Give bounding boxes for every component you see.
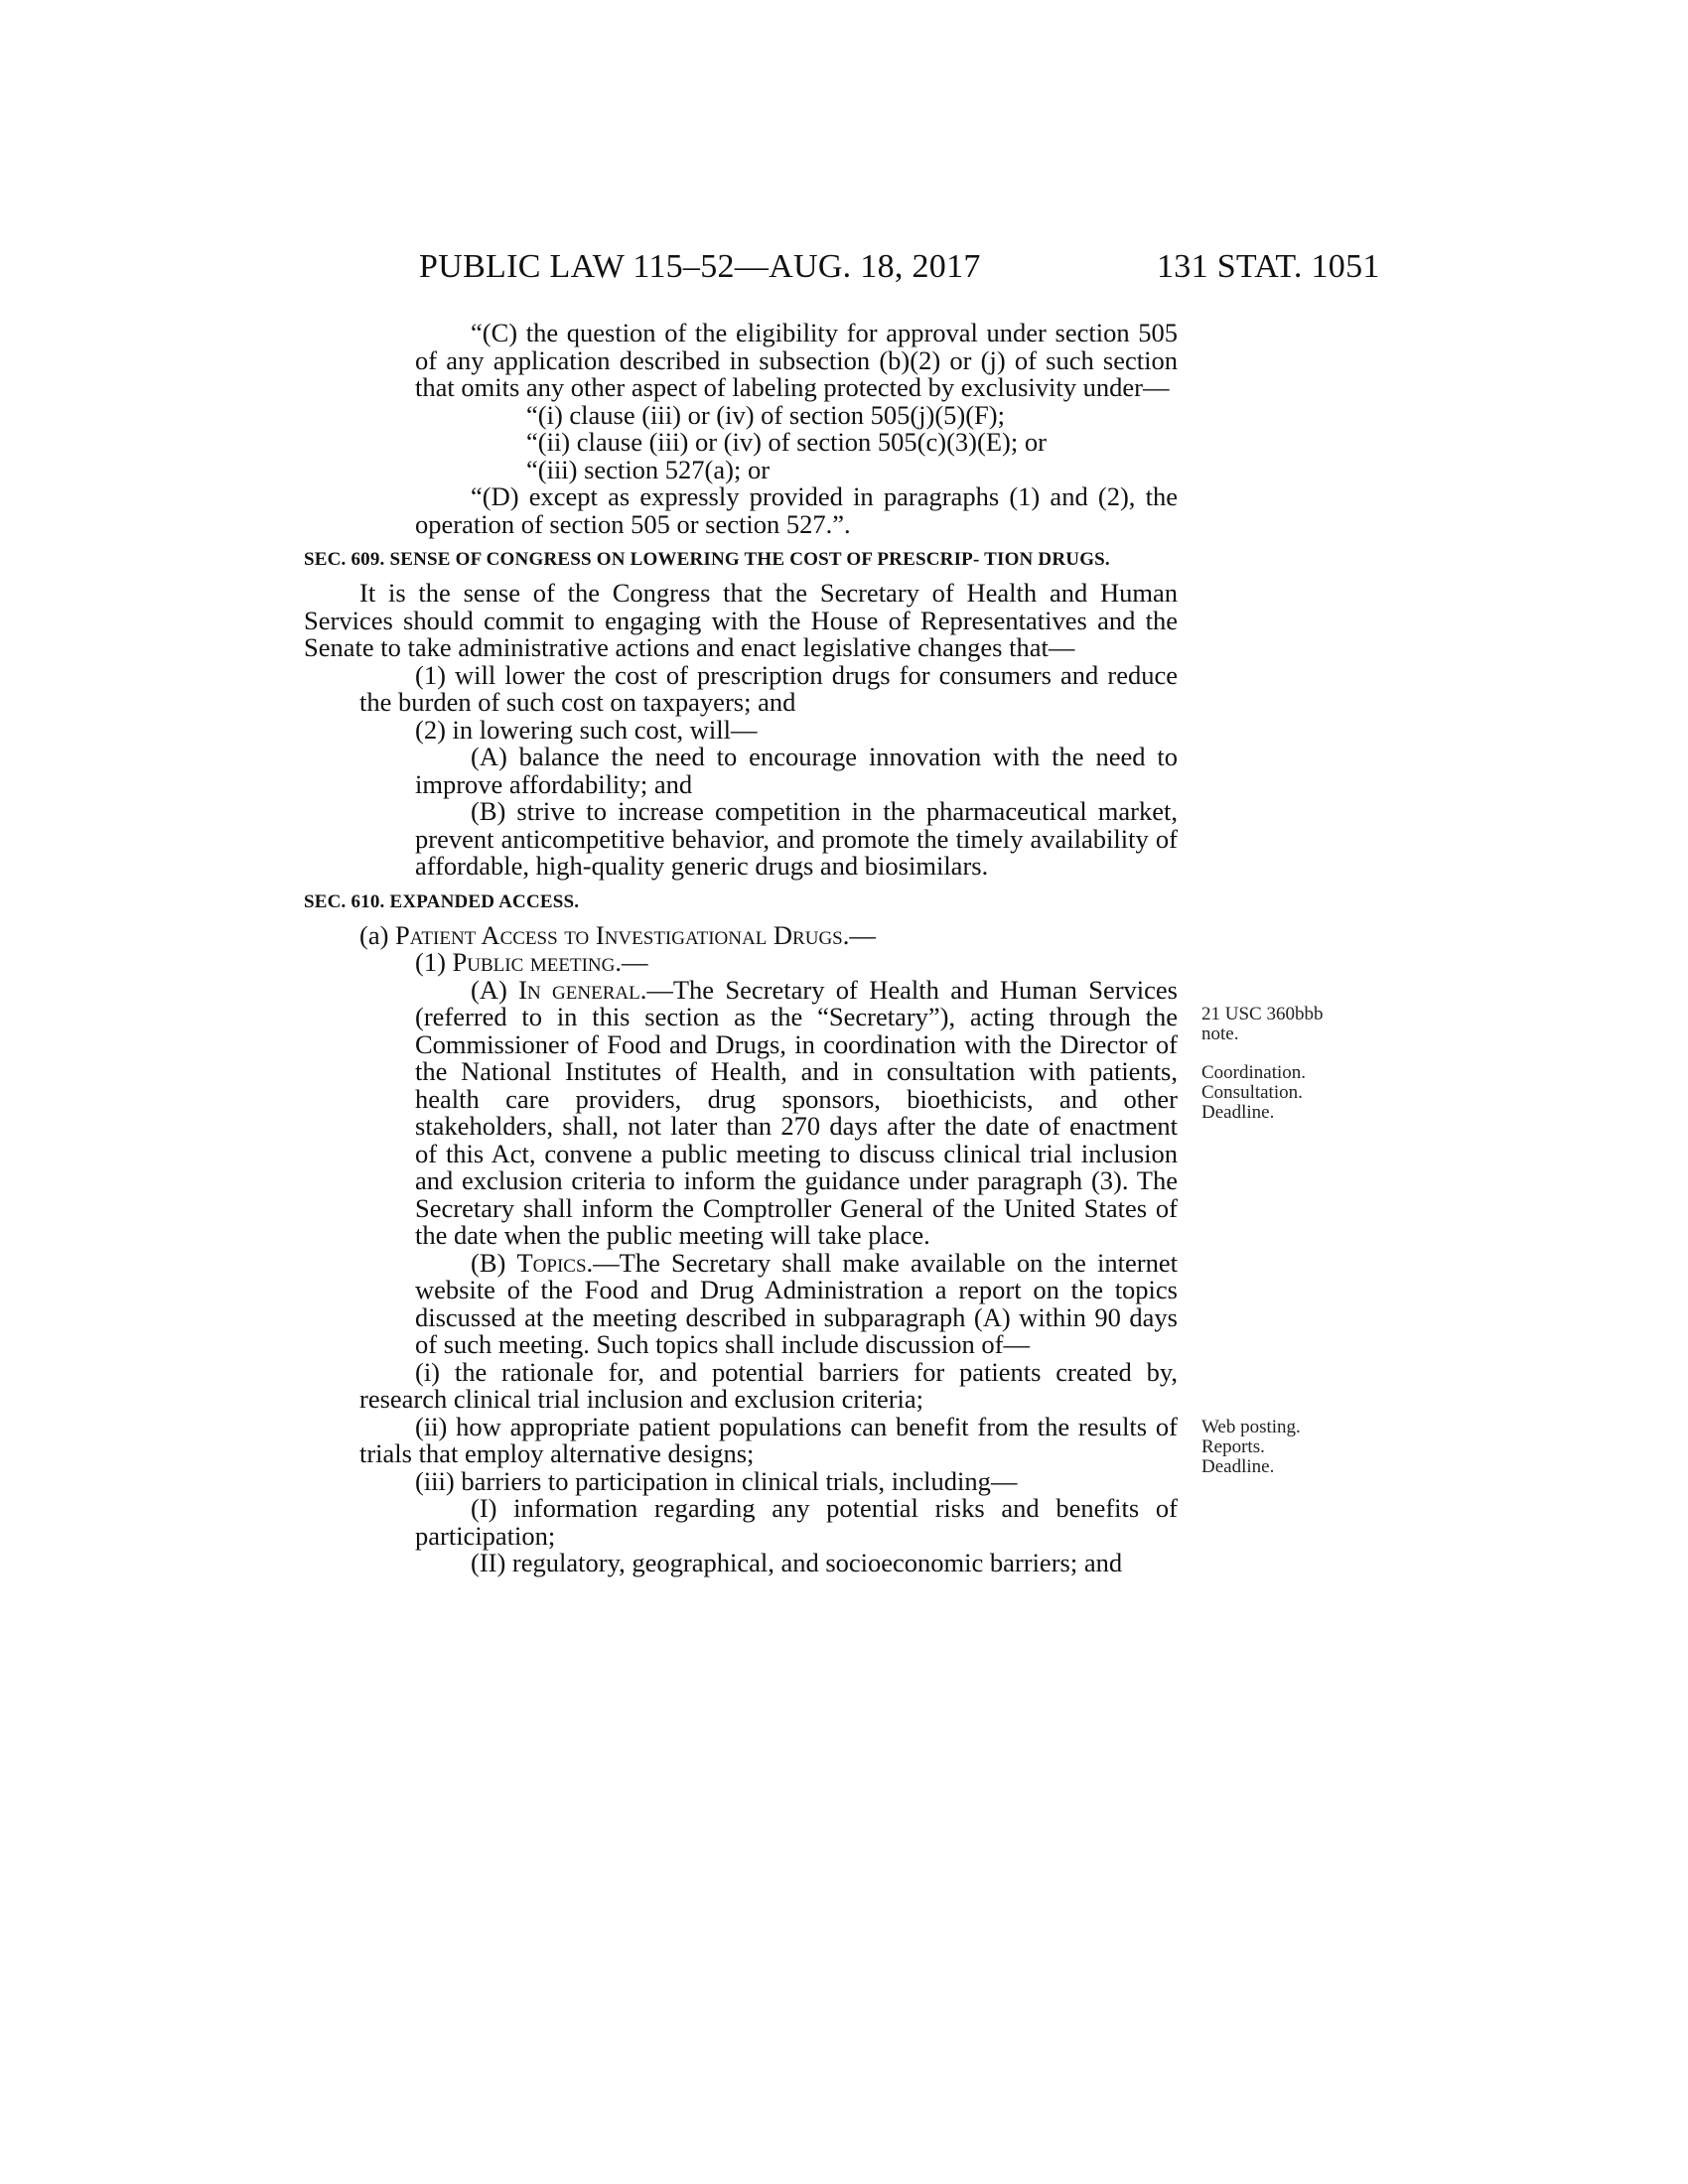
margin-note-usc-citation — [1201, 1005, 1375, 1044]
margin-note-web-posting-line-3: Deadline. — [1201, 1456, 1275, 1477]
clause-b-ii: (ii) how appropriate patient populations can benefit from the results of trials that employ alternative designs; — [359, 1411, 1178, 1468]
paragraph-c: “(C) the question of the eligibility for approval under section 505 of any application described in subsection (b)(2) or (j) of such section that omits any other aspect of labeling protected by exclusivity under— — [415, 318, 1178, 402]
subparagraph-b-label: (B) — [471, 1247, 517, 1278]
section-609-heading: SEC. 609. SENSE OF CONGRESS ON LOWERING THE COST OF PRESCRIP- TION DRUGS. — [304, 549, 1110, 570]
margin-note-coordination-line-1: Coordination. — [1201, 1062, 1307, 1083]
section-609-item-2a: (A) balance the need to encourage innovation with the need to improve affordability; and — [415, 742, 1178, 799]
paragraph-1-title: Public meeting — [452, 947, 616, 977]
clause-c-ii: “(ii) clause (iii) or (iv) of section 505(c)(3)(E); or — [526, 427, 1047, 457]
margin-note-coordination-line-2: Consultation. — [1201, 1082, 1303, 1103]
running-header-title: PUBLIC LAW 115–52—AUG. 18, 2017 — [419, 248, 981, 285]
subsection-a-title: Patient Access to Investigational Drugs — [395, 919, 843, 950]
subparagraph-b — [304, 1247, 1178, 1359]
margin-note-web-posting — [1201, 1418, 1375, 1477]
subclause-b-iii-ii: (II) regulatory, geographical, and socioeconomic barriers; and — [471, 1548, 1123, 1577]
margin-note-usc-line-1: 21 USC 360bbb — [1201, 1004, 1324, 1024]
subparagraph-a — [304, 974, 1178, 1250]
subparagraph-a-text: .—The Secretary of Health and Human Services (referred to in this section as the “Secretary”), acting through the Commissioner of Food and Drugs, in coordination with the Director of the National Institutes of Health, and in consultation with patients, health care providers, drug sponsors, bioethicists, and other stakeholders, shall, not later than 270 days after the date of enactment of this Act, convene a public meeting to discuss clinical trial inclusion and exclusion criteria to inform the guidance under paragraph (3). The Secretary shall inform the Comptroller General of the United States of the date when the public meeting will take place. — [415, 974, 1178, 1250]
paragraph-1-label: (1) — [415, 947, 453, 977]
section-610-heading: SEC. 610. EXPANDED ACCESS. — [304, 890, 580, 912]
section-609-item-2: (2) in lowering such cost, will— — [415, 714, 758, 745]
clause-b-iii: (iii) barriers to participation in clinical trials, including— — [415, 1465, 1018, 1496]
section-609-intro: It is the sense of the Congress that the Secretary of Health and Human Services should commit to engaging with the House of Representatives and the Senate to take administrative actions and enact legislative changes that— — [304, 578, 1178, 662]
paragraph-d: “(D) except as expressly provided in paragraphs (1) and (2), the operation of section 505 or section 527.”. — [415, 481, 1178, 539]
margin-note-coordination-line-3: Deadline. — [1201, 1102, 1275, 1123]
subparagraph-b-text: .—The Secretary shall make available on the internet website of the Food and Drug Administration a report on the topics discussed at the meeting described in subparagraph (A) within 90 days of such meeting. Such topics shall include discussion of— — [415, 1247, 1178, 1359]
margin-note-web-posting-line-2: Reports. — [1201, 1436, 1265, 1457]
subsection-a-heading — [304, 919, 1178, 950]
section-609-item-2b: (B) strive to increase competition in the pharmaceutical market, prevent anticompetitive behavior, and promote the timely availability of affordable, high-quality generic drugs and biosimilars. — [415, 796, 1178, 881]
subsection-a-dash: .— — [842, 919, 876, 950]
margin-note-coordination — [1201, 1063, 1375, 1123]
clause-c-iii: “(iii) section 527(a); or — [526, 454, 771, 484]
section-609-item-1: (1) will lower the cost of prescription drugs for consumers and reduce the burden of such cost on taxpayers; and — [359, 659, 1178, 717]
margin-note-usc-line-2: note. — [1201, 1024, 1239, 1044]
document-body — [304, 320, 1178, 1577]
subparagraph-a-label: (A) — [471, 974, 519, 1005]
clause-b-i: (i) the rationale for, and potential barriers for patients created by, research clinical trial inclusion and exclusion criteria; — [359, 1356, 1178, 1414]
subparagraph-a-title: In general — [518, 974, 640, 1005]
clause-c-i: “(i) clause (iii) or (iv) of section 505(j)(5)(F); — [526, 399, 1005, 430]
subclause-b-iii-i: (I) information regarding any potential risks and benefits of participation; — [415, 1493, 1178, 1551]
paragraph-1-dash: .— — [615, 947, 648, 977]
subparagraph-b-title: Topics — [516, 1247, 587, 1278]
subsection-a-label: (a) — [359, 919, 396, 950]
running-header-page-number: 131 STAT. 1051 — [1157, 248, 1380, 285]
margin-note-web-posting-line-1: Web posting. — [1201, 1417, 1301, 1437]
paragraph-1-heading — [304, 949, 1178, 977]
